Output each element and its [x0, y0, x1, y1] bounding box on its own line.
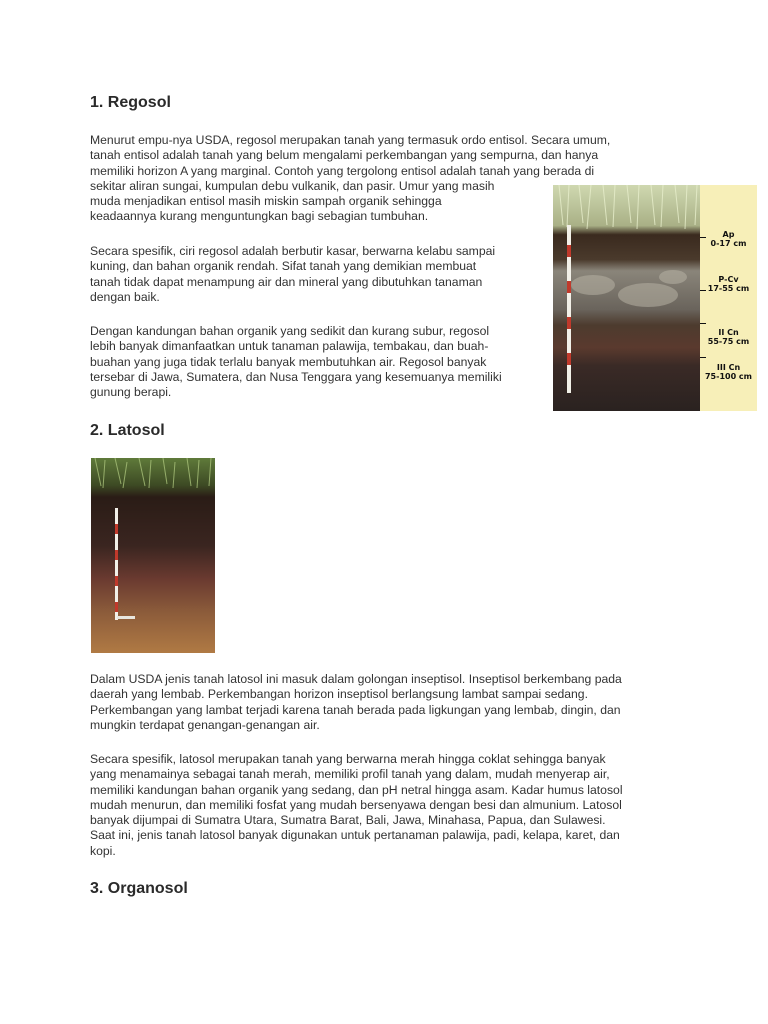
horizon-tick: [700, 357, 706, 358]
latosol-paragraph-2: [90, 752, 623, 859]
text-line: Dengan kandungan bahan organik yang sedikit dan kurang subur, regosol: [90, 324, 490, 338]
regosol-paragraph-3: [90, 324, 502, 400]
heading-organosol: 3. Organosol: [90, 880, 188, 897]
regosol-paragraph-2: [90, 244, 495, 305]
horizon-label-ii-cn: [700, 328, 757, 346]
horizon-depth: 55-75 cm: [707, 337, 750, 346]
heading-regosol: 1. Regosol: [90, 94, 171, 111]
text-line: Perkembangan yang lambat terjadi karena tanah berada pada ligkungan yang lembab, dingin, dan: [90, 702, 621, 717]
regosol-soil-profile-image: [553, 185, 757, 411]
text-line: yang menamainya sebagai tanah merah, memiliki profil tanah yang dalam, mudah menyerap air,: [90, 767, 610, 782]
horizon-label-p-cv: [700, 275, 757, 293]
text-line: Menurut empu-nya USDA, regosol merupakan tanah yang termasuk ordo entisol. Secara umum,: [90, 133, 611, 147]
text-line: Saat ini, jenis tanah latosol banyak digunakan untuk pertanaman palawija, padi, kelapa, karet, dan: [90, 828, 620, 843]
horizon-labels-panel: [700, 185, 757, 411]
text-line: memiliki kandungan bahan organik yang sedang, dan pH netral hingga asam. Kadar humus latosol: [90, 782, 623, 797]
horizon-depth: 17-55 cm: [707, 284, 750, 293]
text-line: kuning, dan bahan organik rendah. Sifat tanah yang demikian membuat: [90, 259, 477, 274]
horizon-name: Ap: [722, 230, 735, 239]
text-line: tanah tidak dapat menampung air dan mineral yang dibutuhkan tanaman: [90, 274, 483, 289]
horizon-name: II Cn: [718, 328, 739, 337]
text-line: buahan yang juga tidak terlalu banyak membutuhkan air. Regosol banyak: [90, 354, 487, 369]
horizon-depth: 0-17 cm: [710, 239, 747, 248]
text-line: lebih banyak dimanfaatkan untuk tanaman palawija, tembakau, dan buah-: [90, 339, 489, 354]
text-line: kopi.: [90, 843, 116, 858]
text-line: memiliki horizon A yang marginal. Contoh yang tergolong entisol adalah tanah yang berada di: [90, 163, 595, 178]
text-line: tersebar di Jawa, Sumatera, dan Nusa Tenggara yang kesemuanya memiliki: [90, 369, 502, 384]
text-line: Secara spesifik, ciri regosol adalah berbutir kasar, berwarna kelabu sampai: [90, 244, 496, 258]
text-line: gunung berapi.: [90, 385, 172, 400]
heading-latosol: 2. Latosol: [90, 422, 165, 439]
text-line: keadaannya kurang menguntungkan bagi sebagian tumbuhan.: [90, 209, 429, 224]
regosol-paragraph-1: [90, 133, 610, 225]
horizon-depth: 75-100 cm: [704, 372, 752, 381]
horizon-name: III Cn: [716, 363, 741, 372]
horizon-tick: [700, 323, 706, 324]
text-line: dengan baik.: [90, 289, 160, 304]
text-line: banyak dijumpai di Sumatra Utara, Sumatra Barat, Bali, Jawa, Minahasa, Papua, dan Sulawesi.: [90, 813, 606, 828]
latosol-soil-profile-image: [91, 458, 215, 653]
text-line: mudah menurun, dan memiliki fosfat yang mudah bersenyawa dengan besi dan almunium. Latosol: [90, 797, 622, 812]
text-line: muda menjadikan entisol masih miskin sampah organik sehingga: [90, 194, 442, 209]
text-line: mungkin terdapat genangan-genangan air.: [90, 717, 320, 732]
horizon-label-iii-cn: [700, 363, 757, 381]
regosol-soil-photo: [553, 185, 700, 411]
horizon-label-ap: [700, 230, 757, 248]
latosol-paragraph-1: [90, 672, 622, 733]
text-line: daerah yang lembab. Perkembangan horizon inseptisol berlangsung lambat sampai sedang.: [90, 687, 588, 702]
horizon-name: P-Cv: [718, 275, 739, 284]
text-line: Secara spesifik, latosol merupakan tanah yang berwarna merah hingga coklat sehingga banyak: [90, 752, 606, 766]
text-line: sekitar aliran sungai, kumpulan debu vulkanik, dan pasir. Umur yang masih: [90, 178, 495, 193]
text-line: tanah entisol adalah tanah yang belum mengalami perkembangan yang sempurna, dan hanya: [90, 148, 599, 163]
text-line: Dalam USDA jenis tanah latosol ini masuk dalam golongan inseptisol. Inseptisol berkembang pada: [90, 672, 622, 686]
latosol-soil-photo: [91, 458, 215, 653]
